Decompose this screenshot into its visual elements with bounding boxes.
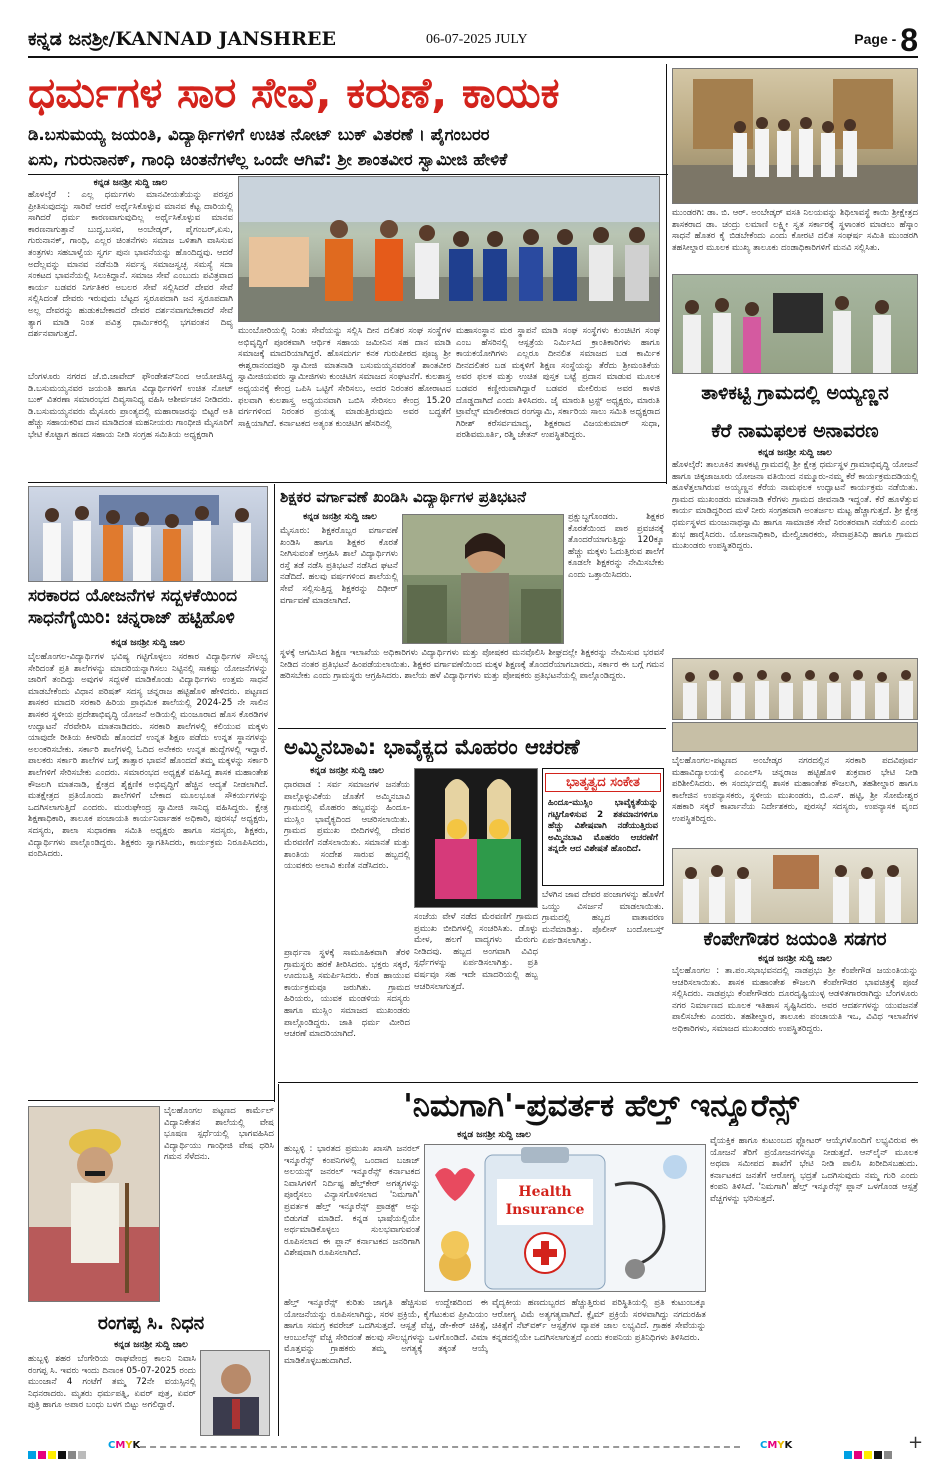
muharram-photo <box>414 768 538 908</box>
cmyk-m: M <box>115 1440 126 1451</box>
page-number <box>854 22 918 59</box>
cmyk-k: K <box>132 1440 141 1451</box>
column-divider-bottom <box>278 1084 279 1436</box>
brotherhood-box-body: ಹಿಂದೂ-ಮುಸ್ಲಿಂ ಭಾವೈಕ್ಯತೆಯನ್ನು ಗಟ್ಟಿಗೊಳಿಸುವ 2 ಶತಮಾನಗಳಿಗೂ ಹೆಚ್ಚು ವಿಶೇಷವಾಗಿ ನಡೆಯುತ್ತಿರುವ ಅಮ್ಮಿನಬಾವಿ ಮೊಹರಂ ಆಚರಣೆಗೆ ತನ್ನದೇ ಆದ ವಿಶೇಷತೆ ಹೊಂದಿದೆ. <box>548 798 658 855</box>
lead-body-col1: ಹೊಳಲ್ಕೆರೆ : ಎಲ್ಲ ಧರ್ಮಗಳು ಮಾನವೀಯತೆಯನ್ನು ಪರಸ್ಪರ ಪ್ರೀತಿಸುವುದನ್ನು ಸಾರಿವೆ ಆದರೆ ಅರ್ಥೈಸಿಕೊಳ್ಳುವ ಮಾನವ ಕೆಟ್ಟ ದಾರಿಯಲ್ಲಿ ಸಾಗಿದರೆ ಧರ್ಮ ಕಾರಣವಾಗುವುದಿಲ್ಲ ಅರ್ಥೈಸಿಕೊಳ್ಳುವ ಮಾನವ ಕಾರಣನಾಗುತ್ತಾನೆ ಬುದ್ದ,ಬಸವ, ಅಂಬೇಡ್ಕರ್, ಪೈಗಂಬರ್,ಏಸು, ಗುರುನಾನಕ್, ಗಾಂಧಿ, ಎಲ್ಲರ ಚಿಂತನೆಗಳು ಸಮಾಜ ಒಳಿತಾಗಿ ವಾಸಿಸುವ ತಂತ್ರಗಳು ಸಹಬಾಳ್ವೆಯ ಸ್ವರ್ಗ ಪುನಃ ಭಾವನೆಯನ್ನು ಹೊಂದಿದ್ದವು. ಆದರೆ ಅದೆಲ್ಲವನ್ನು ಮಾನವ ನಡೆನುಡಿ ಸರ್ವಸ್ವ ಸಮಾಜಸ್ವಚ್ಛ ಸಮಸ್ಯೆ ಸದಾ ಸಂಕಟದ ಭಾವನೆಯಲ್ಲಿ ಸಿಲುಕಿದ್ದಾನೆ. ಸಮಾಜ ಸೇವೆ ಎಂಬುದು ಪವಿತ್ರವಾದ ಕಾರ್ಯ ಬಡವರ ನಿರ್ಗತಿಕರ ಅಬಲರ ಸೇವೆ ಸಲ್ಲಿಸಿದರೆ ದೇವರ ಸೇವೆ ಸಲ್ಲಿಸಿದಂತೆ ದೇವರು ಇರುವುದು ಬೆಟ್ಟದ ಸ್ವರೂಪದಾಗಿ ಜನ ಸ್ವರೂಪದಾಗಿ ಅಲ್ಲ ದೇವರನ್ನು ಹುಡುಕಬೇಕಾದರೆ ದೇವರ ದರ್ಶನವಾಗಬೇಕಾದರೆ ಸೇವೆ ತ್ಯಾಗ ಮಾಡಿ ನಿಂತ ಪವಿತ್ರ ಧಾರ್ಮಿಕರಲ್ಲಿ ಭಗವಂತನ ದಿವ್ಯ ದರ್ಶನವಾಗುತ್ತದೆ. <box>28 190 233 340</box>
obituary-byline: ಕನ್ನಡ ಜನಶ್ರೀ ಸುದ್ದಿ ಜಾಲ <box>114 1340 188 1350</box>
kempegowda-headline: ಕೆಂಪೇಗೌಡರ ಜಯಂತಿ ಸಡಗರ <box>703 928 887 950</box>
registration-swatches-left <box>28 1451 92 1459</box>
issue-date: 06-07-2025 JULY <box>426 32 528 47</box>
lake-plaque-photo <box>672 274 918 374</box>
masthead <box>28 22 918 58</box>
newspaper-logo: ಕನ್ನಡ ಜನಶ್ರೀ/KANNAD JANSHREE <box>28 28 336 50</box>
hattiholi-photo-figures <box>29 487 268 582</box>
insurance-body-col1: ಹುಬ್ಬಳ್ಳಿ : ಭಾರತದ ಪ್ರಮುಖ ಖಾಸಗಿ ಜನರಲ್ ಇನ್ಶೂರೆನ್ಸ್ ಕಂಪನಿಗಳಲ್ಲಿ ಒಂದಾದ ಬಜಾಜ್ ಅಲಯನ್ಸ್ ಜನರಲ್ ಇನ್ಶೂರೆನ್ಸ್ ಕರ್ನಾಟಕದ ನಿವಾಸಿಗಳಿಗೆ ನಿರ್ದಿಷ್ಟ ಹೆಲ್ತ್‌ಕೇರ್ ಅಗತ್ಯಗಳನ್ನು ಪೂರೈಸಲು ವಿನ್ಯಾಸಗೊಳಿಸಲಾದ 'ನಿಮಗಾಗಿ' ಪ್ರವರ್ತಕ ಹೆಲ್ತ್ ಇನ್ಶೂರೆನ್ಸ್ ಪ್ರಾಡಕ್ಟ್ ಅನ್ನು ಬಿಡುಗಡೆ ಮಾಡಿದೆ. ಕನ್ನಡ ಭಾಷೆಯಲ್ಲಿಯೇ ಅರ್ಥಮಾಡಿಕೊಳ್ಳಲು ಸುಲಭವಾಗುವಂತೆ ರೂಪಿಸಲಾದ ಈ ಪ್ಲಾನ್ ಕರ್ನಾಟಕದ ಜನರಿಗಾಗಿ ವಿಶೇಷವಾಗಿ ರೂಪಿಸಲಾಗಿದೆ. <box>284 1144 420 1259</box>
lead-headline: ಧರ್ಮಗಳ ಸಾರ ಸೇವೆ, ಕರುಣೆ, ಕಾಯಕ <box>28 68 560 117</box>
insurance-body-col4: ವೈಯಕ್ತಿಕ ಹಾಗೂ ಕುಟುಂಬದ ಫ್ಲೋಟರ್ ಆಯ್ಕೆಗಳೊಂದಿಗೆ ಲಭ್ಯವಿರುವ ಈ ಯೋಜನೆ ತೆರಿಗೆ ಪ್ರಯೋಜನಗಳನ್ನೂ ನೀಡುತ್ತದೆ. ಆನ್‌ಲೈನ್ ಮೂಲಕ ಅಥವಾ ಸಮೀಪದ ಶಾಖೆಗೆ ಭೇಟಿ ನೀಡಿ ಪಾಲಿಸಿ ಖರೀದಿಸಬಹುದು. ಕರ್ನಾಟಕದ ಜನತೆಗೆ ಆರೋಗ್ಯ ಭದ್ರತೆ ಒದಗಿಸುವುದು ನಮ್ಮ ಗುರಿ ಎಂದು ಕಂಪನಿ ತಿಳಿಸಿದೆ. 'ನಿಮಗಾಗಿ' ಹೆಲ್ತ್ ಇನ್ಶೂರೆನ್ಸ್ ಪ್ಲಾನ್ ಒಳಗೊಂಡ ಆಸ್ಪತ್ರೆ ವೆಚ್ಚಗಳನ್ನು ಭರಿಸುತ್ತದೆ. <box>710 1136 918 1204</box>
section-divider-1 <box>28 482 666 483</box>
obituary-body: ಹುಬ್ಬಳ್ಳಿ ಶಹರ ಬೆಂಗೇರಿಯ ರಾಘವೇಂದ್ರ ಕಾಲನಿ ನಿವಾಸಿ ರಂಗಪ್ಪ ಸಿ. ಇವರು ಇಂದು ದಿನಾಂಕ 05-07-2025 ರಂದು ಮುಂಜಾನೆ 4 ಗಂಟೆಗೆ ತಮ್ಮ 72ನೇ ವಯಸ್ಸಿನಲ್ಲಿ ನಿಧನರಾದರು. ಮೃತರು ಧರ್ಮಪತ್ನಿ, ಏವರ್ ಪುತ್ರ, ಏವರ್ ಪುತ್ರಿ ಹಾಗೂ ಅಪಾರ ಬಂಧು ಬಳಗ ಬಿಟ್ಟು ಅಗಲಿದ್ದಾರೆ. <box>28 1354 196 1411</box>
muharram-byline: ಕನ್ನಡ ಜನಶ್ರೀ ಸುದ್ದಿ ಜಾಲ <box>310 766 384 776</box>
kempegowda-photo-figures <box>673 849 918 924</box>
color-registration-strip-left <box>28 1444 92 1452</box>
lake-byline: ಕನ್ನಡ ಜನಶ್ರೀ ಸುದ್ದಿ ಜಾಲ <box>758 448 832 458</box>
insurance-illustration <box>424 1144 706 1292</box>
protest-body-col1: ಮೈಸೂರು: ಶಿಕ್ಷಕರೊಬ್ಬರ ವರ್ಗಾವಣೆ ಖಂಡಿಸಿ ಹಾಗೂ ಶಿಕ್ಷಕರ ಕೊರತೆ ನೀಗಿಸುವಂತೆ ಆಗ್ರಹಿಸಿ ಶಾಲೆ ವಿದ್ಯಾರ್ಥಿಗಳು ರಸ್ತೆ ತಡೆ ನಡೆಸಿ ಪ್ರತಿಭಟನೆ ನಡೆಸಿದ ಘಟನೆ ನಡೆದಿದೆ. ಹಲವು ವರ್ಷಗಳಿಂದ ಶಾಲೆಯಲ್ಲಿ ಸೇವೆ ಸಲ್ಲಿಸುತ್ತಿದ್ದ ಶಿಕ್ಷಕರನ್ನು ದಿಢೀರ್ ವರ್ಗಾವಣೆ ಮಾಡಲಾಗಿದೆ. <box>280 526 398 606</box>
insurance-illustration-label: Health Insurance <box>505 1184 585 1218</box>
college-visit-photo-2 <box>672 722 918 752</box>
logo-english: KANNAD JANSHREE <box>115 28 336 50</box>
lead-divider <box>28 174 668 175</box>
lead-subhead-line2: ಏಸು, ಗುರುನಾನಕ್, ಗಾಂಧಿ ಚಿಂತನೆಗಳೆಲ್ಲ ಒಂದೇ ಆಗಿವೆ: ಶ್ರೀ ಶಾಂತವೀರ ಸ್ವಾಮೀಜಿ ಹೇಳಿಕೆ <box>28 150 508 169</box>
cmyk-y: Y <box>125 1440 133 1451</box>
cmyk-k-right: K <box>784 1440 793 1451</box>
muharram-headline: ಅಮ್ಮಿನಬಾವಿ: ಭಾವೈಕ್ಯದ ಮೊಹರಂ ಆಚರಣೆ <box>284 735 580 759</box>
lead-photo-figures <box>239 177 660 322</box>
lake-body: ಹೊಳಲ್ಕೆರೆ: ತಾಲೂಕಿನ ತಾಳಕಟ್ಟಿ ಗ್ರಾಮದಲ್ಲಿ ಶ್ರೀ ಕ್ಷೇತ್ರ ಧರ್ಮಸ್ಥಳ ಗ್ರಾಮಾಭಿವೃದ್ಧಿ ಯೋಜನೆ ಹಾಗೂ ಚಿಕ್ಕಜಾಜೂರು ಯೋಜನಾ ವತಿಯಿಂದ ನಮ್ಮೂರು-ನಮ್ಮ ಕೆರೆ ಕಾರ್ಯಕ್ರಮದಡಿಯಲ್ಲಿ ಹೂಳೆತ್ತಲಾಗಿರುವ ಅಯ್ಯಣ್ಣನ ಕೆರೆಯ ನಾಮಫಲಕ ಉದ್ಘಾಟನೆ ಕಾರ್ಯಕ್ರಮ ನಡೆಯಿತು. ಗ್ರಾಮದ ಮುಖಂಡರು ಮಾತನಾಡಿ ಕೆರೆಗಳು ಗ್ರಾಮದ ಜೀವನಾಡಿ ಇದ್ದಂತೆ. ಕೆರೆ ಹೂಳೆತ್ತುವ ಕಾರ್ಯ ಮಾಡಿದ್ದರಿಂದ ಮಳೆ ನೀರು ಸಂಗ್ರಹವಾಗಿ ಅಂತರ್ಜಲ ಮಟ್ಟ ಹೆಚ್ಚಾಗುತ್ತದೆ. ಶ್ರೀ ಕ್ಷೇತ್ರ ಧರ್ಮಸ್ಥಳದ ಮಂಜುನಾಥಸ್ವಾಮಿ ಹಾಗೂ ಸಾಮಾಜಿಕ ಸೇವೆ ನಿರಂತರವಾಗಿ ನಡೆಯಲಿ ಎಂದು ಶುಭ ಹಾರೈಸಿದರು. ಯೋಜನಾಧಿಕಾರಿ, ಮೇಲ್ವಿಚಾರಕರು, ಸೇವಾಪ್ರತಿನಿಧಿ ಹಾಗೂ ಗ್ರಾಮದ ಮುಖಂಡರು ಉಪಸ್ಥಿತರಿದ್ದರು. <box>672 460 918 552</box>
protest-body-bottom: ಸ್ಥಳಕ್ಕೆ ಆಗಮಿಸಿದ ಶಿಕ್ಷಣ ಇಲಾಖೆಯ ಅಧಿಕಾರಿಗಳು ವಿದ್ಯಾರ್ಥಿಗಳು ಮತ್ತು ಪೋಷಕರ ಮನವೊಲಿಸಿ ಶೀಘ್ರದಲ್ಲೇ ಶಿಕ್ಷಕರನ್ನು ನೇಮಿಸುವ ಭರವಸೆ ನೀಡಿದ ನಂತರ ಪ್ರತಿಭಟನೆ ಹಿಂಪಡೆಯಲಾಯಿತು. ಶಿಕ್ಷಕರ ವರ್ಗಾವಣೆಯಿಂದ ಮಕ್ಕಳ ಶಿಕ್ಷಣಕ್ಕೆ ತೊಂದರೆಯಾಗಬಾರದು, ಸರ್ಕಾರ ಈ ಬಗ್ಗೆ ಗಮನ ಹರಿಸಬೇಕು ಎಂದು ಗ್ರಾಮಸ್ಥರು ಆಗ್ರಹಿಸಿದರು. ಶಾಲೆಯ ಹಳೆ ವಿದ್ಯಾರ್ಥಿಗಳು ಮತ್ತು ಪೋಷಕರು ಪ್ರತಿಭಟನೆಯಲ್ಲಿ ಪಾಲ್ಗೊಂಡಿದ್ದರು. <box>280 648 664 682</box>
page-number-value: 8 <box>900 22 918 58</box>
lake-headline-line1: ತಾಳಿಕಟ್ಟಿ ಗ್ರಾಮದಲ್ಲಿ ಅಯ್ಯಣ್ಣನ <box>701 382 889 404</box>
lead-body-col1-cont: ಬೆಂಗಳೂರು ನಗರದ ಜೆ.ಬಿ.ಜಾವೇದ್ ಫೌಂಡೇಶನ್‌ನಿಂದ ಆಯೋಜಿಸಿದ್ದ ಡಿ.ಬಸುಮಯ್ಯನವರ ಜಯಂತಿ ಹಾಗೂ ವಿದ್ಯಾರ್ಥಿಗಳಿಗೆ ಉಚಿತ ನೋಟ್ ಬುಕ್ ವಿತರಣಾ ಸಮಾರಂಭದ ದಿವ್ಯಸಾನಿಧ್ಯ ವಹಿಸಿ ಆಶೀರ್ವಚನ ನೀಡಿದರು. ಡಿ.ಬಸುಮಯ್ಯನವರು ಮೈಸೂರು ಪ್ರಾಂತ್ಯದಲ್ಲಿ ಮಹಾರಾಜರನ್ನು ಬಿಟ್ಟರೆ ಅತಿ ಹೆಚ್ಚು ಸಹಾಯಕರಿವ ದಾನ ಮಾಡಿದಂತ ಮಹನೀಯರು ಗಾಂಧೀಜಿ ಮೈಸೂರಿಗೆ ಭೇಟಿ ಕೊಟ್ಟಾಗ ಹಣದ ಸಹಾಯ ನೀಡಿ ಸಂಗ್ರಹ ಸಮಿತಿಯ ಅಧ್ಯಕ್ಷರಾಗಿ <box>28 372 233 440</box>
cmyk-c-right: C <box>760 1440 768 1451</box>
gandhi-costume-photo <box>28 1106 160 1302</box>
brotherhood-box-title: ಭಾತೃತ್ವದ ಸಂಕೇತ <box>545 773 661 792</box>
cmyk-c: C <box>108 1440 116 1451</box>
section-divider-3 <box>28 1100 274 1101</box>
muharram-body-col1-cont: ಪ್ರಾರ್ಥನಾ ಸ್ಥಳಕ್ಕೆ ಸಾಮೂಹಿಕವಾಗಿ ತೆರಳಿ ಗ್ರಾಮಸ್ಥರು ಹರಕೆ ತೀರಿಸಿದರು. ಭಕ್ತರು ಸಕ್ಕರೆ, ಊದುಬತ್ತಿ ಸಮರ್ಪಿಸಿದರು. ಕೆಂಡ ಹಾಯುವ ಕಾರ್ಯಕ್ರಮವೂ ಜರುಗಿತು. ಗ್ರಾಮದ ಹಿರಿಯರು, ಯುವಕ ಮಂಡಳಿಯ ಸದಸ್ಯರು ಹಾಗೂ ಮುಸ್ಲಿಂ ಸಮಾಜದ ಮುಖಂಡರು ಪಾಲ್ಗೊಂಡಿದ್ದರು. ಜಾತಿ ಧರ್ಮ ಮೀರಿದ ಆಚರಣೆ ಮಾದರಿಯಾಗಿದೆ. <box>284 948 410 1040</box>
muharram-photo-alams <box>415 769 538 908</box>
obituary-portrait <box>200 1350 270 1436</box>
insurance-byline: ಕನ್ನಡ ಜನಶ್ರೀ ಸುದ್ದಿ ಜಾಲ <box>457 1130 531 1140</box>
college-visit-photo <box>672 658 918 720</box>
color-registration-strip-right <box>844 1444 904 1452</box>
insurance-body-col2: ಹೆಲ್ತ್ ಇನ್ಶೂರೆನ್ಸ್ ಕುರಿತು ಜಾಗೃತಿ ಹೆಚ್ಚಿಸುವ ಉದ್ದೇಶದಿಂದ ಈ ಯೋಜನೆಯನ್ನು ರೂಪಿಸಲಾಗಿದ್ದು, ಸರಳ ಪ್ರಕ್ರಿಯೆ, ಕೈಗೆಟುಕುವ ಪ್ರೀಮಿಯಂ ಹಾಗೂ ಸಮಗ್ರ ಕವರೇಜ್ ಒದಗಿಸುತ್ತದೆ. ಆಸ್ಪತ್ರೆ ವೆಚ್ಚ, ಡೇ-ಕೇರ್ ಚಿಕಿತ್ಸೆ, ಆಂಬುಲೆನ್ಸ್ ವೆಚ್ಚ ಸೇರಿದಂತೆ ಹಲವು ಸೌಲಭ್ಯಗಳನ್ನು ಒಳಗೊಂಡಿದೆ. ವಿಮಾ ಮೊತ್ತವನ್ನು ಗ್ರಾಹಕರು ತಮ್ಮ ಅಗತ್ಯಕ್ಕೆ ತಕ್ಕಂತೆ ಆಯ್ಕೆ ಮಾಡಿಕೊಳ್ಳಬಹುದಾಗಿದೆ. <box>284 1298 488 1366</box>
protest-body-col3: ಪ್ರಕ್ಷುಬ್ಧಗೊಂಡರು. ಶಿಕ್ಷಕರ ಕೊರತೆಯಿಂದ ಪಾಠ ಪ್ರವಚನಕ್ಕೆ ತೊಂದರೆಯಾಗುತ್ತಿದ್ದು 120ಕ್ಕೂ ಹೆಚ್ಚು ಮಕ್ಕಳು ಓದುತ್ತಿರುವ ಶಾಲೆಗೆ ಕೂಡಲೇ ಶಿಕ್ಷಕರನ್ನು ನೇಮಿಸಬೇಕು ಎಂದು ಒತ್ತಾಯಿಸಿದರು. <box>568 512 664 580</box>
gandhi-costume-caption: ಬೈಲಹೊಂಗಲ ಪಟ್ಟಣದ ಕಾರ್ಮೆಲ್ ವಿದ್ಯಾನಿಕೇತನ ಶಾಲೆಯಲ್ಲಿ ವೇಷ ಭೂಷಣ ಸ್ಪರ್ಧೆಯಲ್ಲಿ ಭಾಗವಹಿಸಿದ ವಿದ್ಯಾರ್ಥಿಯು ಗಾಂಧೀಜಿ ವೇಷ ಧರಿಸಿ ಗಮನ ಸೆಳೆದನು. <box>164 1106 274 1163</box>
hattiholi-byline: ಕನ್ನಡ ಜನಶ್ರೀ ಸುದ್ದಿ ಜಾಲ <box>111 638 185 648</box>
cmyk-y-right: Y <box>777 1440 785 1451</box>
hostel-memorandum-photo <box>672 68 918 204</box>
obituary-headline: ರಂಗಪ್ಪ ಸಿ. ನಿಧನ <box>97 1312 205 1334</box>
hattiholi-headline-line2: ಸಾಧನೆಗೈಯಿರಿ: ಚನ್ನರಾಜ್ ಹಟ್ಟಿಹೊಳಿ <box>28 608 235 628</box>
cmyk-m-right: M <box>767 1440 778 1451</box>
column-divider-right <box>666 64 667 484</box>
brotherhood-box <box>542 768 664 886</box>
lake-photo-figures <box>673 275 918 374</box>
footer-dashed-line <box>140 1446 740 1448</box>
protest-photo-girl <box>403 515 564 644</box>
muharram-body-col1: ಧಾರವಾಡ : ಸರ್ವ ಸಮಾಜಗಳ ಜನತೆಯ ಪಾಲ್ಗೊಳ್ಳುವಿಕೆಯ ಜೊತೆಗೆ ಅಮ್ಮಿನಬಾವಿ ಗ್ರಾಮದಲ್ಲಿ ಮೊಹರಂ ಹಬ್ಬವನ್ನು ಹಿಂದೂ-ಮುಸ್ಲಿಂ ಭಾವೈಕ್ಯದಿಂದ ಆಚರಿಸಲಾಯಿತು. ಗ್ರಾಮದ ಪ್ರಮುಖ ಬೀದಿಗಳಲ್ಲಿ ದೇವರ ಮೆರವಣಿಗೆ ನಡೆಸಲಾಯಿತು. ಸಮಾನತೆ ಮತ್ತು ಶಾಂತಿಯ ಸಂದೇಶ ಸಾರುವ ಹಬ್ಬದಲ್ಲಿ ಯುವಕರು ಅಲಾವಿ ಕುಣಿತ ನಡೆಸಿದರು. <box>284 780 410 872</box>
gandhi-photo-child <box>29 1107 160 1302</box>
lead-subhead-line1: ಡಿ.ಬಸುಮಯ್ಯ ಜಯಂತಿ, ವಿದ್ಯಾರ್ಥಿಗಳಿಗೆ ಉಚಿತ ನೋಟ್ ಬುಕ್ ವಿತರಣೆ । ಪೈಗಂಬರರ <box>28 125 490 144</box>
protest-headline: ಶಿಕ್ಷಕರ ವರ್ಗಾವಣೆ ಖಂಡಿಸಿ ವಿದ್ಯಾರ್ಥಿಗಳ ಪ್ರತಿಭಟನೆ <box>280 488 526 506</box>
obituary-portrait-figure <box>201 1351 270 1436</box>
registration-swatches-right <box>844 1451 904 1459</box>
logo-kannada: ಕನ್ನಡ ಜನಶ್ರೀ <box>28 28 109 50</box>
column-divider-left <box>274 484 275 1102</box>
hostel-photo-figures <box>673 69 918 204</box>
lead-body-col3: ಮಹಾಸಂಸ್ಥಾನ ಮಠ ಸ್ಥಾಪನೆ ಮಾಡಿ ಸಂಘ ಸಂಸ್ಥೆಗಳು ಕುಂಚಿಟಿಗ ಸಂಘ ಎಂಬ ಹೆಸರಿನಲ್ಲಿ ಆಸ್ಪತ್ರೆಯ ನಿರ್ಮಿಸಿದ ಕ್ರಾಂತಿಕಾರಿಗಳು ಹಾಗೂ ಕಾಯಕಯೋಗಿಗಳು ಎಲ್ಲರೂ ದೀನಲಿತ ಸಮಾಜದ ಬಡ ಕಾರ್ಮಿಕ ದೀನದಲಿತರ ಬಡ ಮಕ್ಕಳಿಗೆ ಶಿಕ್ಷಣ ಸಂಸ್ಥೆಯನ್ನು ತೆರೆದು ಶ್ರೀಮಂತಿಕೆಯ ಅವರ ಫಲಕ ಮತ್ತು ಉಚಿತ ಪುಸ್ತಕ ಬಟ್ಟೆ ಪ್ರದಾನ ಮಾಡುವ ಮೂಲಕ ಬಡವರ ಕಣ್ಣೀರುವಾಗಿದ್ದಾರೆ ಬಡವರ ಮೇಲಿರುವ ಅವರ ಕಾಳಜಿ ದೊಡ್ಡದಾಗಿದೆ ಎಂದು ತಿಳಿಸಿದರು. ಜೈ ಮಾರುತಿ ಟ್ರಸ್ಟ್ ಅಧ್ಯಕ್ಷರು, ಮಾರುತಿ ಟ್ರಾವೆಲ್ಸ್ ಮಾಲೀಕರಾದ ರಂಗಸ್ವಾಮಿ, ಸರ್ಕಾರಿಯ ಸಾಲು ಸಮಿತಿ ಅಧ್ಯಕ್ಷರಾದ ಗಿರೀಶ್ ಕರೆಸರ್ವಮಾದ್ಯ, ಶಿಕ್ಷಕರಾದ ವಿಜಯಕುಮಾರ್ ಸುಧಾ, ಪರಶಿವಮೂರ್ತಿ, ರಶ್ಮಿ ಚೇತನ್ ಉಪಸ್ಥಿತರಿದ್ದರು. <box>456 326 660 441</box>
college-photo-figures <box>673 659 918 720</box>
muharram-body-col2: ಸಂಜೆಯ ವೇಳೆ ನಡೆದ ಮೆರವಣಿಗೆ ಗ್ರಾಮದ ಪ್ರಮುಖ ಬೀದಿಗಳಲ್ಲಿ ಸಂಚರಿಸಿತು. ಡೊಳ್ಳು ಮೇಳ, ಹಲಗೆ ವಾದ್ಯಗಳು ಮೆರುಗು ನೀಡಿದವು. ಹಬ್ಬದ ಅಂಗವಾಗಿ ವಿವಿಧ ಸ್ಪರ್ಧೆಗಳನ್ನು ಏರ್ಪಡಿಸಲಾಗಿತ್ತು. ಪ್ರತಿ ವರ್ಷವೂ ಸಹ ಇದೇ ಮಾದರಿಯಲ್ಲಿ ಹಬ್ಬ ಆಚರಿಸಲಾಗುತ್ತದೆ. <box>414 912 538 992</box>
section-divider-2 <box>278 728 666 729</box>
kempegowda-photo <box>672 848 918 924</box>
hattiholi-headline-line1: ಸರಕಾರದ ಯೋಜನೆಗಳ ಸದ್ಬಳಕೆಯಿಂದ <box>28 586 238 606</box>
lake-headline-line2: ಕೆರೆ ನಾಮಫಲಕ ಅನಾವರಣ <box>711 420 879 442</box>
hostel-body: ಮುಂಡರಗಿ: ಡಾ. ಬಿ. ಆರ್. ಅಂಬೇಡ್ಕರ್ ವಸತಿ ನಿಲಯವನ್ನು ಶಿಥಿಲಾವಸ್ಥೆ ಕಾಯಿ ಶ್ರೀಕ್ಷೇತ್ರದ ಶಾಸಕರಾದ ಡಾ. ಚಂದ್ರು ಲಮಾಣಿ ಲಕ್ಷ್ಮೀ ಸ್ವತ ಸರ್ಕಾರಕ್ಕೆ ಸ್ಥಳಾಂತರ ಮಾಡಲು ಹೆಸ್ಕಾಂ ಸಾಧನೆ ಹೊತರ ಕೈ ಬಿಡಬೇಕೆಂದು ಎಂದು ಕೋರಟಿ ದಲಿತ ಸಂಘರ್ಷ ಸಮಿತಿ ಮುಂಡರಗಿ ತಹಸೀಲ್ದಾರ ಮೂಲಕ ಮುಖ್ಯ ತಾಲೂಕು ದಂಡಾಧಿಕಾರಿಗಳಿಗೆ ಮನವಿ ಸಲ್ಲಿಸಿತು. <box>672 208 918 253</box>
cmyk-label-right <box>760 1440 792 1451</box>
lead-body-col2: ಮುಂಬೋರಿಯಲ್ಲಿ ನಿಂತು ಸೇವೆಯನ್ನು ಸಲ್ಲಿಸಿ ದೀನ ದಲಿತರ ಸಂಘ ಸಂಸ್ಥೆಗಳ ಅಭಿವೃದ್ಧಿಗೆ ಪೂರಕವಾಗಿ ಆರ್ಥಿಕ ಸಹಾಯ ಜಮೀನಿನ ಸಹ ದಾನ ಮಾಡಿ ಸಮಾಜಕ್ಕೆ ಮಾದರಿಯಾಗಿದ್ದರೆ. ಹೊಸದುರ್ಗ ಕನಕ ಗುರುಪೀಠದ ಪೂಜ್ಯ ಶ್ರೀ ಈಶ್ವರಾನಂದಪುರಿ ಸ್ವಾಮೀಜಿ ಮಾತನಾಡಿ ಬಸುಮಯ್ಯನವರಂತೆ ಶಾಂತವೀರ ಸ್ವಾಮೀಜಿಯವರು ಸ್ವಾಮೀಜಿಗಳು ಕುಂಚಿಟಿಗ ಸಮಾಜದ ಸಂಘಟನೆಗೆ. ಕುಲಶಾಸ್ತ್ರ ಅಧ್ಯಯನಕ್ಕೆ ಕೇಂದ್ರ ಒಪಿಸಿ ಒಟ್ಟಿಗೆ ಸೇರಿಸಲು, ಅದರ ನಿರಂತರ ಹೋರಾಟದ ಫಲವಾಗಿ ಕುಲಶಾಸ್ತ್ರ ಅಧ್ಯಯನವಾಗಿ ಒಬಿಸಿ ಸೇರಿಸಲು ಕೇಂದ್ರ 15.20 ವರ್ಗಗಳಿಂದ ನಿರಂತರ ಪ್ರಯತ್ನ ಮಾಡುತ್ತಿರುವುದು ಅವರ ಬದ್ಧತೆಗೆ ಸಾಕ್ಷಿಯಾಗಿದೆ. ಕರ್ನಾಟಕದ ಅತ್ಯಂತ ಕುಂಚಿಟಿಗ ಹೆಸರಿನಲ್ಲಿ <box>238 326 451 429</box>
lead-byline: ಕನ್ನಡ ಜನಶ್ರೀ ಸುದ್ದಿ ಜಾಲ <box>93 178 168 188</box>
insurance-headline: 'ನಿಮಗಾಗಿ'-ಪ್ರವರ್ತಕ ಹೆಲ್ತ್ ಇನ್ಶೂರೆನ್ಸ್ <box>403 1088 799 1124</box>
muharram-body-col3: ಬೆಳಗಿನ ಜಾವ ದೇವರ ಪಂಜಾಗಳನ್ನು ಹೊಳೆಗೆ ಒಯ್ದು ವಿಸರ್ಜನೆ ಮಾಡಲಾಯಿತು. ಗ್ರಾಮದಲ್ಲಿ ಹಬ್ಬದ ವಾತಾವರಣ ಮನೆಮಾಡಿತ್ತು. ಪೊಲೀಸ್ ಬಂದೋಬಸ್ತ್ ಏರ್ಪಡಿಸಲಾಗಿತ್ತು. <box>542 890 664 947</box>
lead-photo <box>238 176 660 322</box>
hattiholi-photo <box>28 486 268 582</box>
kempegowda-body: ಬೈಲಹೊಂಗಲ : ತಾ.ಪಂ.ಸಭಾಭವನದಲ್ಲಿ ನಾಡಪ್ರಭು ಶ್ರೀ ಕೆಂಪೇಗೌಡ ಜಯಂತಿಯನ್ನು ಆಚರಿಸಲಾಯಿತು. ಶಾಸಕ ಮಹಾಂತೇಶ ಕೌಜಲಗಿ ಕೆಂಪೇಗೌಡರ ಭಾವಚಿತ್ರಕ್ಕೆ ಪೂಜೆ ಸಲ್ಲಿಸಿದರು. ನಾಡಪ್ರಭು ಕೆಂಪೇಗೌಡರು ದೂರದೃಷ್ಟಿಯುಳ್ಳ ಆಡಳಿತಗಾರರಾಗಿದ್ದು ಬೆಂಗಳೂರು ನಗರ ನಿರ್ಮಾಣದ ಮೂಲಕ ಇತಿಹಾಸ ಸೃಷ್ಟಿಸಿದರು. ಅವರ ಆದರ್ಶಗಳನ್ನು ಯುವಜನತೆ ಪಾಲಿಸಬೇಕು ಎಂದರು. ತಹಶೀಲ್ದಾರ, ತಾಲೂಕು ಪಂಚಾಯತಿ ಇಒ, ವಿವಿಧ ಇಲಾಖೆಗಳ ಅಧಿಕಾರಿಗಳು, ಸಮಾಜದ ಮುಖಂಡರು ಉಪಸ್ಥಿತರಿದ್ದರು. <box>672 966 918 1034</box>
cmyk-label-left <box>108 1440 140 1451</box>
insurance-body-col3: ವೈದ್ಯಕೀಯ ಹಣದುಬ್ಬರದ ಹೆಚ್ಚುತ್ತಿರುವ ಪರಿಸ್ಥಿತಿಯಲ್ಲಿ ಪ್ರತಿ ಕುಟುಂಬಕ್ಕೂ ಆರೋಗ್ಯ ವಿಮೆ ಅತ್ಯಗತ್ಯವಾಗಿದೆ. ಕ್ಲೈಮ್ ಪ್ರಕ್ರಿಯೆ ಸರಳವಾಗಿದ್ದು ನಗದುರಹಿತ ಚಿಕಿತ್ಸೆಗೆ ನೆಟ್‌ವರ್ಕ್ ಆಸ್ಪತ್ರೆಗಳ ವ್ಯಾಪಕ ಜಾಲ ಲಭ್ಯವಿದೆ. ಗ್ರಾಹಕ ಸೇವೆಯನ್ನು ಕನ್ನಡದಲ್ಲಿಯೇ ಒದಗಿಸಲಾಗುತ್ತದೆ ಎಂದು ಕಂಪನಿಯ ಪ್ರತಿನಿಧಿಗಳು ತಿಳಿಸಿದರು. <box>492 1298 706 1343</box>
college-visit-body: ಬೈಲಹೊಂಗಲ-ಪಟ್ಟಣದ ಅಂಬೇಡ್ಕರ ನಗರದಲ್ಲಿನ ಸರಕಾರಿ ಪದವಿಪೂರ್ವ ಮಹಾವಿದ್ಯಾಲಯಕ್ಕೆ ಎಂಎಲ್‌ಸಿ ಚನ್ನರಾಜ ಹಟ್ಟಿಹೊಳಿ ಶುಕ್ರವಾರ ಭೇಟಿ ನೀಡಿ ಪರಿಶೀಲಿಸಿದರು. ಈ ಸಂದರ್ಭದಲ್ಲಿ ಶಾಸಕ ಮಹಾಂತೇಶ ಕೌಜಲಗಿ, ತಹಶೀಲ್ದಾರ ಹಾಗೂ ಕಾಲೇಜಿನ ಉಪನ್ಯಾಸಕರು, ಸ್ಥಳೀಯ ಮುಖಂಡರು, ಬಿ.ಎಸ್. ಹಟ್ಟಿ, ಶ್ರೀ ಸೋಮೇಶ್ವರ ಸಹಕಾರಿ ಸಕ್ಕರೆ ಕಾರ್ಖಾನೆಯ ನಿರ್ದೇಶಕರು, ಪುರಸಭೆ ಸದಸ್ಯರು, ಉಪನ್ಯಾಸಕ ವೃಂದ ಉಪಸ್ಥಿತರಿದ್ದರು. <box>672 756 918 824</box>
page-label: Page - <box>854 31 897 48</box>
protest-photo <box>402 514 564 644</box>
hattiholi-body: ಬೈಲಹೊಂಗಲ-ವಿದ್ಯಾರ್ಥಿಗಳ ಭವಿಷ್ಯ ಗಟ್ಟಿಗೊಳ್ಳಲು ಸರಕಾರ ವಿದ್ಯಾರ್ಥಿಗಳ ಸೌಲಭ್ಯ ಸೇರಿದಂತೆ ಪ್ರತಿ ಶಾಲೆಗಳನ್ನು ಮಾದರಿಯನ್ನಾಗಿಸಲು ನಿಟ್ಟಿನಲ್ಲಿ ಸಾಕಷ್ಟು ಯೋಜನೆಗಳನ್ನು ಜಾರಿಗೆ ತಂದಿದ್ದು ಅವುಗಳ ಸದ್ಬಳಕೆ ಮಾಡಿಕೊಂಡು ವಿದ್ಯಾರ್ಥಿಗಳು ಉತ್ತಮ ಸಾಧನೆ ಮಾಡಬೇಕೆಂದು ವಿಧಾನ ಪರಿಷತ್ ಸದಸ್ಯ ಚನ್ನರಾಜ ಹಟ್ಟಿಹೊಳಿ ಹೇಳಿದರು. ಪಟ್ಟಣದ ಶಾಸಕರ ಮಾದರಿ ಸರಕಾರಿ ಹಿರಿಯ ಪ್ರಾಥಮಿಕ ಶಾಲೆಯಲ್ಲಿ 2024-25 ನೇ ಸಾಲಿನ ಶಾಸಕರ ಸ್ಥಳೀಯ ಪ್ರದೇಶಾಭಿವೃದ್ಧಿ ಯೋಜನೆ ಅಡಿಯಲ್ಲಿ ಮಂಜೂರಾದ ಹೊಸ ಕೊಠಡಿಗಳ ಉದ್ಘಾಟನೆ ನೆರವೇರಿಸಿ ಮಾತನಾಡಿದರು. ಸರಕಾರಿ ಶಾಲೆಗಳಲ್ಲಿ ಕಲಿಯುವ ಮಕ್ಕಳು ಯಾವುದೇ ರೀತಿಯ ಕೀಳರಿಮೆ ಹೊಂದದೆ ಉನ್ನತ ಶಿಕ್ಷಣ ಪಡೆದು ಉನ್ನತ ಸ್ಥಾನಗಳನ್ನು ಅಲಂಕರಿಸಬೇಕು. ಸರ್ಕಾರಿ ಶಾಲೆಗಳಲ್ಲಿ ಓದಿದ ಅನೇಕರು ಉನ್ನತ ಹುದ್ದೆಗಳಲ್ಲಿ ಇದ್ದಾರೆ. ಪಾಲಕರು ಸರ್ಕಾರಿ ಶಾಲೆಗಳ ಬಗ್ಗೆ ತಾತ್ಸಾರ ಭಾವನೆ ಹೊಂದದೆ ತಮ್ಮ ಮಕ್ಕಳನ್ನು ಸರ್ಕಾರಿ ಶಾಲೆಗಳಿಗೆ ಸೇರಿಸಬೇಕು ಎಂದರು. ಸಮಾರಂಭದ ಅಧ್ಯಕ್ಷತೆ ವಹಿಸಿದ್ದ ಶಾಸಕ ಮಹಾಂತೇಶ ಕೌಜಲಗಿ ಮಾತನಾಡಿ, ಕ್ಷೇತ್ರದ ಶೈಕ್ಷಣಿಕ ಅಭಿವೃದ್ಧಿಗೆ ಹೆಚ್ಚಿನ ಆದ್ಯತೆ ನೀಡಲಾಗಿದೆ. ಮತಕ್ಷೇತ್ರದ ಪ್ರತಿಯೊಂದು ಶಾಲೆಗಳಿಗೆ ಬೇಕಾದ ಮೂಲಭೂತ ಸೌಕರ್ಯಗಳನ್ನು ಒದಗಿಸಲಾಗುತ್ತಿದೆ ಎಂದರು. ಮುರುಘೇಂದ್ರ ಸ್ವಾಮೀಜಿ ಸಾನಿಧ್ಯ ವಹಿಸಿದ್ದರು. ಕ್ಷೇತ್ರ ಶಿಕ್ಷಣಾಧಿಕಾರಿ, ತಾಲೂಕ ಪಂಚಾಯತಿ ಕಾರ್ಯನಿರ್ವಾಹಕ ಅಧಿಕಾರಿ, ಪುರಸಭೆ ಅಧ್ಯಕ್ಷರು, ಸದಸ್ಯರು, ಶಾಲಾ ಸುಧಾರಣಾ ಸಮಿತಿ ಅಧ್ಯಕ್ಷರು ಹಾಗೂ ಸದಸ್ಯರು, ಶಿಕ್ಷಕರು, ವಿದ್ಯಾರ್ಥಿಗಳು ಪಾಲ್ಗೊಂಡಿದ್ದರು. ಶಿಕ್ಷಕರು ಸ್ವಾಗತಿಸಿದರು, ಕಾರ್ಯಕ್ರಮ ನಿರೂಪಿಸಿದರು, ವಂದಿಸಿದರು. <box>28 652 268 860</box>
protest-byline: ಕನ್ನಡ ಜನಶ್ರೀ ಸುದ್ದಿ ಜಾಲ <box>303 512 377 522</box>
crop-mark: + <box>908 1432 924 1453</box>
kempegowda-byline: ಕನ್ನಡ ಜನಶ್ರೀ ಸುದ್ದಿ ಜಾಲ <box>758 954 832 964</box>
section-divider-4 <box>278 1082 918 1083</box>
